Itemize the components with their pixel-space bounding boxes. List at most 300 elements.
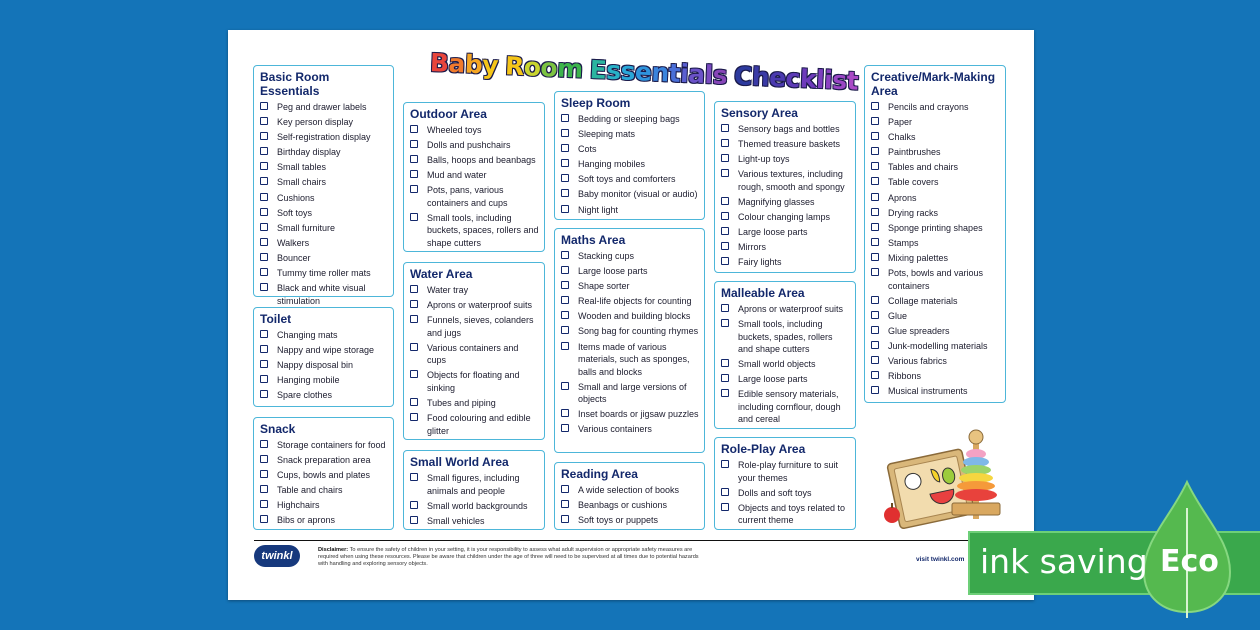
checklist-item	[260, 439, 388, 452]
section-heading: Outdoor Area	[410, 107, 487, 121]
checklist-item-label: Shape sorter	[578, 281, 630, 292]
checklist-item-label: Junk-modelling materials	[888, 340, 988, 351]
section-maths-area	[554, 228, 705, 453]
checklist-item-label: Table and chairs	[277, 485, 343, 496]
checklist-item	[871, 267, 1000, 292]
checklist-item	[410, 472, 539, 497]
checkbox-icon[interactable]	[561, 251, 569, 259]
checkbox-icon[interactable]	[410, 300, 418, 308]
ink-saving-label: ink saving	[980, 542, 1148, 581]
checkbox-icon[interactable]	[871, 356, 879, 364]
checkbox-icon[interactable]	[871, 371, 879, 379]
checklist-item	[871, 295, 1000, 308]
checklist-item	[871, 222, 1000, 235]
checklist-item	[260, 514, 388, 527]
checklist-item	[410, 139, 539, 152]
checklist-item-label: Bibs or aprons	[277, 515, 336, 526]
checklist-item-label: Dolls and pushchairs	[427, 140, 511, 151]
checklist-item-label: Baby monitor (visual or audio)	[578, 189, 698, 200]
checkbox-icon[interactable]	[871, 208, 879, 216]
title-letter: n	[650, 57, 670, 88]
checkbox-icon[interactable]	[721, 197, 729, 205]
checklist-item	[410, 299, 539, 312]
checklist-item-label: Key person display	[277, 117, 354, 128]
checkbox-icon[interactable]	[260, 500, 268, 508]
checklist-item-label: Small world objects	[738, 359, 816, 370]
checkbox-icon[interactable]	[721, 460, 729, 468]
checkbox-icon[interactable]	[410, 315, 418, 323]
section-heading: Maths Area	[561, 233, 626, 247]
checklist-item	[871, 355, 1000, 368]
checklist-item	[721, 459, 850, 484]
checklist-item	[561, 499, 699, 512]
checkbox-icon[interactable]	[260, 208, 268, 216]
disclaimer-label: Disclaimer:	[318, 547, 349, 553]
checkbox-icon[interactable]	[410, 398, 418, 406]
title-letter: e	[768, 62, 787, 93]
toys-illustration	[880, 425, 1010, 530]
checklist-item	[410, 169, 539, 182]
checkbox-icon[interactable]	[721, 389, 729, 397]
checklist-item	[561, 204, 699, 217]
checklist-item	[871, 252, 1000, 265]
checklist-item-label: Real-life objects for counting	[578, 296, 692, 307]
checkbox-icon[interactable]	[721, 304, 729, 312]
checklist-item	[260, 101, 388, 114]
checklist-item-label: Stacking cups	[578, 251, 635, 261]
checkbox-icon[interactable]	[871, 311, 879, 319]
checklist-item	[871, 237, 1000, 250]
checklist-item-label: Pots, pans, various containers and cups	[427, 185, 508, 208]
checklist-item	[871, 325, 1000, 338]
checkbox-icon[interactable]	[561, 144, 569, 152]
checklist-item-label: Glue spreaders	[888, 325, 950, 336]
checklist-item-label: Nappy and wipe storage	[277, 345, 375, 356]
checkbox-icon[interactable]	[871, 268, 879, 276]
checkbox-icon[interactable]	[260, 147, 268, 155]
checklist-item-label: Pots, bowls and various containers	[888, 268, 984, 291]
checkbox-icon[interactable]	[871, 132, 879, 140]
checkbox-icon[interactable]	[561, 189, 569, 197]
checkbox-icon[interactable]	[871, 386, 879, 394]
checkbox-icon[interactable]	[561, 159, 569, 167]
checklist-item	[410, 284, 539, 297]
checklist-item	[260, 282, 388, 307]
checklist-item-label: Colour changing lamps	[738, 211, 831, 222]
checkbox-icon[interactable]	[260, 283, 268, 291]
checkbox-icon[interactable]	[721, 359, 729, 367]
checkbox-icon[interactable]	[410, 155, 418, 163]
checklist-item	[410, 314, 539, 339]
checkbox-icon[interactable]	[721, 212, 729, 220]
checklist-item-label: Night light	[578, 204, 619, 215]
checkbox-icon[interactable]	[410, 185, 418, 193]
checklist-item-label: Paper	[888, 117, 913, 128]
checklist-item	[561, 484, 699, 497]
checkbox-icon[interactable]	[871, 296, 879, 304]
title-letter: o	[523, 52, 542, 82]
checklist-item-label: Tubes and piping	[427, 397, 496, 408]
checklist-item-label: Peg and drawer labels	[277, 102, 367, 112]
title-letter: t	[845, 66, 859, 96]
checkbox-icon[interactable]	[561, 515, 569, 523]
checklist-item	[260, 146, 388, 159]
checklist-item-label: Glue	[888, 310, 908, 321]
checkbox-icon[interactable]	[260, 193, 268, 201]
checklist-item	[721, 138, 850, 151]
checkbox-icon[interactable]	[410, 213, 418, 221]
checkbox-icon[interactable]	[871, 253, 879, 261]
checklist-item-label: Small world backgrounds	[427, 500, 528, 511]
checklist-item-label: Large loose parts	[738, 374, 808, 385]
checklist-item	[410, 124, 539, 137]
checklist-item-label: Sponge printing shapes	[888, 222, 983, 233]
checkbox-icon[interactable]	[410, 473, 418, 481]
checklist-item-label: Dolls and soft toys	[738, 487, 812, 498]
checklist-item	[260, 176, 388, 189]
checklist-item	[260, 329, 388, 342]
checkbox-icon[interactable]	[721, 227, 729, 235]
section-heading: Basic Room Essentials	[260, 70, 330, 98]
checklist-item-label: Spare clothes	[277, 390, 333, 401]
checklist-item	[721, 196, 850, 209]
checklist-item-label: Objects and toys related to current theme	[738, 502, 846, 526]
checkbox-icon[interactable]	[410, 140, 418, 148]
checklist-item	[260, 116, 388, 129]
checkbox-icon[interactable]	[260, 440, 268, 448]
checkbox-icon[interactable]	[871, 147, 879, 155]
checklist-item-label: Small tools, including buckets, spaces, rollers and shape cutters	[427, 212, 539, 248]
title-letter: k	[799, 64, 817, 94]
checklist-item-label: Various fabrics	[888, 356, 947, 366]
checkbox-icon[interactable]	[871, 162, 879, 170]
checklist-item	[561, 381, 699, 406]
checkbox-icon[interactable]	[260, 345, 268, 353]
checklist-item-label: Bouncer	[277, 252, 311, 263]
checkbox-icon[interactable]	[561, 326, 569, 334]
checklist-item-label: Aprons or waterproof suits	[427, 300, 533, 311]
checkbox-icon[interactable]	[410, 170, 418, 178]
disclaimer-text: To ensure the safety of children in your setting, it is your responsibility to assess what adult supervision or appropriate safety measures are required when using these resources. Please be aware that children under the age of three will need to be supervised at all times due to potential hazards with handling and exploring sensory objects.	[318, 547, 699, 568]
section-basic-room-essentials	[253, 65, 394, 306]
title-letter: c	[785, 63, 801, 94]
checkbox-icon[interactable]	[260, 485, 268, 493]
checklist-item	[721, 373, 850, 386]
checkbox-icon[interactable]	[410, 125, 418, 133]
checklist-item	[561, 128, 699, 141]
checklist-item	[260, 374, 388, 387]
checkbox-icon[interactable]	[561, 311, 569, 319]
section-water-area	[403, 262, 545, 440]
checklist-item-label: Storage containers for food	[277, 440, 386, 450]
checklist-item-label: Birthday display	[277, 147, 341, 158]
title-letter: l	[815, 64, 825, 95]
visit-link[interactable]: visit twinkl.com	[916, 556, 965, 563]
checklist-item	[410, 212, 539, 250]
checklist-item-label: Sleeping mats	[578, 129, 636, 140]
checkbox-icon[interactable]	[260, 223, 268, 231]
checkbox-icon[interactable]	[410, 413, 418, 421]
section-heading: Water Area	[410, 267, 473, 281]
checkbox-icon[interactable]	[561, 174, 569, 182]
checklist-item-label: Black and white visual stimulation	[277, 283, 366, 306]
checkbox-icon[interactable]	[410, 516, 418, 524]
checklist-item	[721, 388, 850, 426]
checkbox-icon[interactable]	[561, 409, 569, 417]
checklist-item-label: Pencils and crayons	[888, 102, 969, 112]
checklist-item	[260, 484, 388, 497]
checklist-item-label: Highchairs	[277, 500, 320, 511]
checklist-item	[410, 412, 539, 437]
checklist-item-label: Various textures, including rough, smooth and spongy	[738, 169, 845, 192]
title-letter: o	[539, 52, 558, 83]
apple-icon	[884, 507, 900, 523]
checklist-item-label: Soft toys	[277, 207, 313, 218]
checkbox-icon[interactable]	[260, 162, 268, 170]
checkbox-icon[interactable]	[561, 342, 569, 350]
checklist-item-label: Wooden and building blocks	[578, 311, 691, 322]
checklist-item-label: Aprons or waterproof suits	[738, 304, 844, 314]
checkbox-icon[interactable]	[721, 257, 729, 265]
checkbox-icon[interactable]	[561, 205, 569, 213]
checklist-item-label: Song bag for counting rhymes	[578, 326, 699, 337]
checklist-item-label: Paintbrushes	[888, 147, 941, 158]
checklist-item-label: Small chairs	[277, 177, 327, 188]
checklist-item	[871, 161, 1000, 174]
checkbox-icon[interactable]	[260, 238, 268, 246]
checklist-item-label: Cups, bowls and plates	[277, 470, 371, 481]
title-letter: m	[556, 53, 584, 84]
checkbox-icon[interactable]	[561, 281, 569, 289]
checklist-item	[561, 188, 699, 201]
checkbox-icon[interactable]	[561, 129, 569, 137]
section-sleep-room	[554, 91, 705, 220]
checklist-item-label: Bedding or sleeping bags	[578, 114, 680, 124]
checkbox-icon[interactable]	[721, 374, 729, 382]
checklist-item-label: Hanging mobiles	[578, 159, 646, 170]
checkbox-icon[interactable]	[260, 455, 268, 463]
checklist-item	[561, 408, 699, 421]
checkbox-icon[interactable]	[871, 117, 879, 125]
title-letter: E	[589, 54, 607, 85]
checklist-item	[561, 325, 699, 338]
checklist-item	[561, 423, 699, 436]
title-letter: s	[605, 55, 622, 86]
checkbox-icon[interactable]	[721, 169, 729, 177]
section-sensory-area	[714, 101, 856, 273]
checklist-item	[260, 207, 388, 220]
checklist-item	[260, 252, 388, 265]
checkbox-icon[interactable]	[561, 296, 569, 304]
checklist-item-label: Edible sensory materials, including cornflour, dough and cereal	[738, 389, 841, 425]
checkbox-icon[interactable]	[871, 341, 879, 349]
checklist-item	[721, 303, 850, 316]
checklist-item	[561, 310, 699, 323]
checklist-item	[871, 207, 1000, 220]
checklist-item	[260, 389, 388, 402]
checkbox-icon[interactable]	[410, 285, 418, 293]
checklist-item	[561, 173, 699, 186]
checkbox-icon[interactable]	[721, 242, 729, 250]
checklist-item-label: Mirrors	[738, 242, 766, 253]
checklist-item	[871, 101, 1000, 114]
checkbox-icon[interactable]	[721, 124, 729, 132]
checklist-item-label: Small tools, including buckets, spades, rollers and shape cutters	[738, 319, 833, 355]
checklist-item	[410, 397, 539, 410]
checklist-item	[410, 369, 539, 394]
checklist-item-label: Inset boards or jigsaw puzzles	[578, 409, 699, 420]
checkbox-icon[interactable]	[260, 102, 268, 110]
checkbox-icon[interactable]	[871, 177, 879, 185]
checklist-item-label: Sensory bags and bottles	[738, 124, 840, 134]
checklist-item-label: Themed treasure baskets	[738, 139, 841, 150]
checklist-item	[260, 469, 388, 482]
checklist-item-label: Mixing palettes	[888, 252, 949, 263]
checkbox-icon[interactable]	[871, 193, 879, 201]
checklist-item-label: Various containers	[578, 424, 652, 435]
checkbox-icon[interactable]	[260, 390, 268, 398]
checkbox-icon[interactable]	[561, 114, 569, 122]
checklist-item	[561, 158, 699, 171]
checklist-item	[260, 192, 388, 205]
section-heading: Role-Play Area	[721, 442, 806, 456]
checklist-item	[721, 226, 850, 239]
checkbox-icon[interactable]	[871, 326, 879, 334]
checkbox-icon[interactable]	[871, 238, 879, 246]
checkbox-icon[interactable]	[561, 266, 569, 274]
checklist-item-label: Small and large versions of objects	[578, 381, 687, 405]
checklist-item	[260, 131, 388, 144]
checkbox-icon[interactable]	[721, 139, 729, 147]
checkbox-icon[interactable]	[260, 117, 268, 125]
checkbox-icon[interactable]	[260, 268, 268, 276]
checklist-item-label: Cots	[578, 144, 597, 155]
checklist-item	[871, 131, 1000, 144]
checklist-item-label: Large loose parts	[738, 227, 808, 238]
checklist-item-label: Magnifying glasses	[738, 196, 815, 207]
checklist-item-label: Self-registration display	[277, 132, 371, 143]
checklist-item-label: Stamps	[888, 237, 919, 248]
checkbox-icon[interactable]	[561, 485, 569, 493]
checklist-item-label: Musical instruments	[888, 386, 968, 397]
checkbox-icon[interactable]	[561, 382, 569, 390]
section-heading: Small World Area	[410, 455, 509, 469]
section-heading: Creative/Mark-Making Area	[871, 70, 996, 98]
checkbox-icon[interactable]	[260, 330, 268, 338]
checklist-item	[260, 344, 388, 357]
checkbox-icon[interactable]	[721, 154, 729, 162]
checklist-item	[871, 192, 1000, 205]
checkbox-icon[interactable]	[721, 319, 729, 327]
section-role-play-area	[714, 437, 856, 530]
checklist-item	[721, 241, 850, 254]
checklist-item	[260, 499, 388, 512]
title-letter: R	[504, 51, 525, 82]
title-letter: a	[687, 59, 706, 89]
title-letter: i	[679, 58, 689, 89]
checklist-item	[260, 359, 388, 372]
checklist-item	[721, 123, 850, 136]
checklist-item-label: Aprons	[888, 192, 917, 203]
title-letter: e	[634, 56, 653, 87]
checklist-item-label: Mud and water	[427, 170, 487, 181]
checkbox-icon[interactable]	[871, 223, 879, 231]
checkbox-icon[interactable]	[260, 177, 268, 185]
title-letter: s	[831, 65, 848, 96]
checkbox-icon[interactable]	[561, 500, 569, 508]
checklist-item	[561, 113, 699, 126]
checklist-item	[721, 153, 850, 166]
checkbox-icon[interactable]	[871, 102, 879, 110]
checklist-item-label: Wheeled toys	[427, 125, 482, 135]
section-heading: Snack	[260, 422, 296, 436]
section-heading: Toilet	[260, 312, 292, 326]
checkbox-icon[interactable]	[260, 253, 268, 261]
checkbox-icon[interactable]	[410, 501, 418, 509]
checklist-item	[410, 500, 539, 513]
title-letter: C	[733, 61, 753, 92]
checkbox-icon[interactable]	[260, 360, 268, 368]
checklist-item	[260, 222, 388, 235]
checklist-item-label: Collage materials	[888, 295, 958, 306]
checkbox-icon[interactable]	[260, 132, 268, 140]
checklist-item-label: Changing mats	[277, 330, 338, 340]
title-letter: B	[429, 48, 450, 78]
checklist-item	[260, 237, 388, 250]
checklist-item	[721, 256, 850, 269]
checkbox-icon[interactable]	[561, 424, 569, 432]
checklist-item	[721, 318, 850, 356]
checklist-item	[260, 267, 388, 280]
checklist-item-label: Small figures, including animals and people	[427, 473, 520, 496]
checklist-item-label: Balls, hoops and beanbags	[427, 155, 536, 166]
checklist-item-label: Water tray	[427, 285, 469, 295]
checklist-item	[561, 280, 699, 293]
checklist-item	[260, 161, 388, 174]
checklist-item-label: Soft toys or puppets	[578, 515, 659, 526]
section-heading: Sleep Room	[561, 96, 631, 110]
checklist-item	[561, 250, 699, 263]
checkbox-icon[interactable]	[410, 370, 418, 378]
checklist-item	[561, 341, 699, 379]
checklist-item-label: Cushions	[277, 192, 315, 203]
twinkl-logo: twinkl	[254, 545, 300, 567]
section-snack	[253, 417, 394, 530]
checklist-item-label: Objects for floating and sinking	[427, 370, 520, 393]
checklist-item-label: Fairy lights	[738, 257, 782, 268]
checklist-item-label: Chalks	[888, 132, 916, 143]
checkbox-icon[interactable]	[721, 488, 729, 496]
disclaimer	[318, 547, 704, 569]
checkbox-icon[interactable]	[260, 375, 268, 383]
checkbox-icon[interactable]	[260, 515, 268, 523]
checkbox-icon[interactable]	[721, 503, 729, 511]
title-letter: s	[712, 60, 728, 90]
checkbox-icon[interactable]	[410, 343, 418, 351]
checklist-item-label: Hanging mobile	[277, 375, 340, 386]
checklist-item-label: Nappy disposal bin	[277, 360, 354, 371]
checklist-item-label: Tummy time roller mats	[277, 268, 371, 279]
checkbox-icon[interactable]	[260, 470, 268, 478]
checklist-item	[561, 295, 699, 308]
checklist-item	[561, 143, 699, 156]
checklist-item-label: Soft toys and comforters	[578, 174, 676, 185]
checklist-item	[561, 265, 699, 278]
section-creative-mark-making-area	[864, 65, 1006, 403]
section-heading: Malleable Area	[721, 286, 805, 300]
checklist-item-label: Snack preparation area	[277, 455, 371, 466]
section-heading: Sensory Area	[721, 106, 798, 120]
